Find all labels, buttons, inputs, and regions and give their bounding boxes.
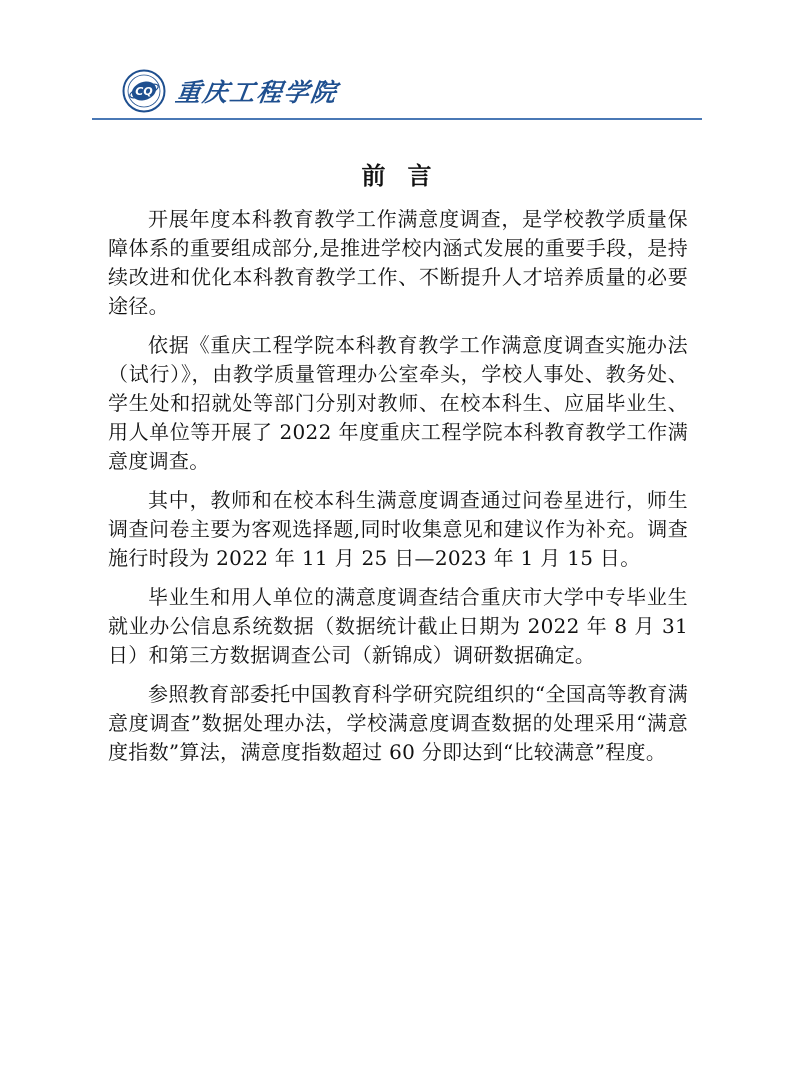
page-header bbox=[122, 66, 338, 116]
paragraph-2: 依据《重庆工程学院本科教育教学工作满意度调查实施办法（试行）》，由教学质量管理办公室牵头，学校人事处、教务处、学生处和招就处等部门分别对教师、在校本科生、应届毕业生、用人单位等开展了 2022 年度重庆工程学院本科教育教学工作满意度调查。 bbox=[108, 333, 688, 473]
header-divider bbox=[92, 118, 702, 120]
emblem-initials: CQ bbox=[135, 85, 153, 98]
paragraph-5: 参照教育部委托中国教育科学研究院组织的“全国高等教育满意度调查”数据处理办法，学校满意度调查数据的处理采用“满意度指数”算法，满意度指数超过 60 分即达到“比较满意”程度。 bbox=[108, 682, 688, 764]
university-name-logo: 重庆工程学院 bbox=[173, 78, 340, 107]
foreword-body bbox=[108, 205, 688, 777]
paragraph-3: 其中，教师和在校本科生满意度调查通过问卷星进行，师生调查问卷主要为客观选择题,同时收集意见和建议作为补充。调查施行时段为 2022 年 11 月 25 日—2023 年 1 月 15 日。 bbox=[108, 488, 688, 570]
university-emblem-icon bbox=[122, 69, 166, 113]
page-title: 前言 bbox=[361, 162, 454, 190]
paragraph-4: 毕业生和用人单位的满意度调查结合重庆市大学中专毕业生就业办公信息系统数据（数据统计截止日期为 2022 年 8 月 31 日）和第三方数据调查公司（新锦成）调研数据确定。 bbox=[108, 585, 688, 667]
paragraph-1: 开展年度本科教育教学工作满意度调查，是学校教学质量保障体系的重要组成部分,是推进学校内涵式发展的重要手段，是持续改进和优化本科教育教学工作、不断提升人才培养质量的必要途径。 bbox=[108, 207, 688, 318]
